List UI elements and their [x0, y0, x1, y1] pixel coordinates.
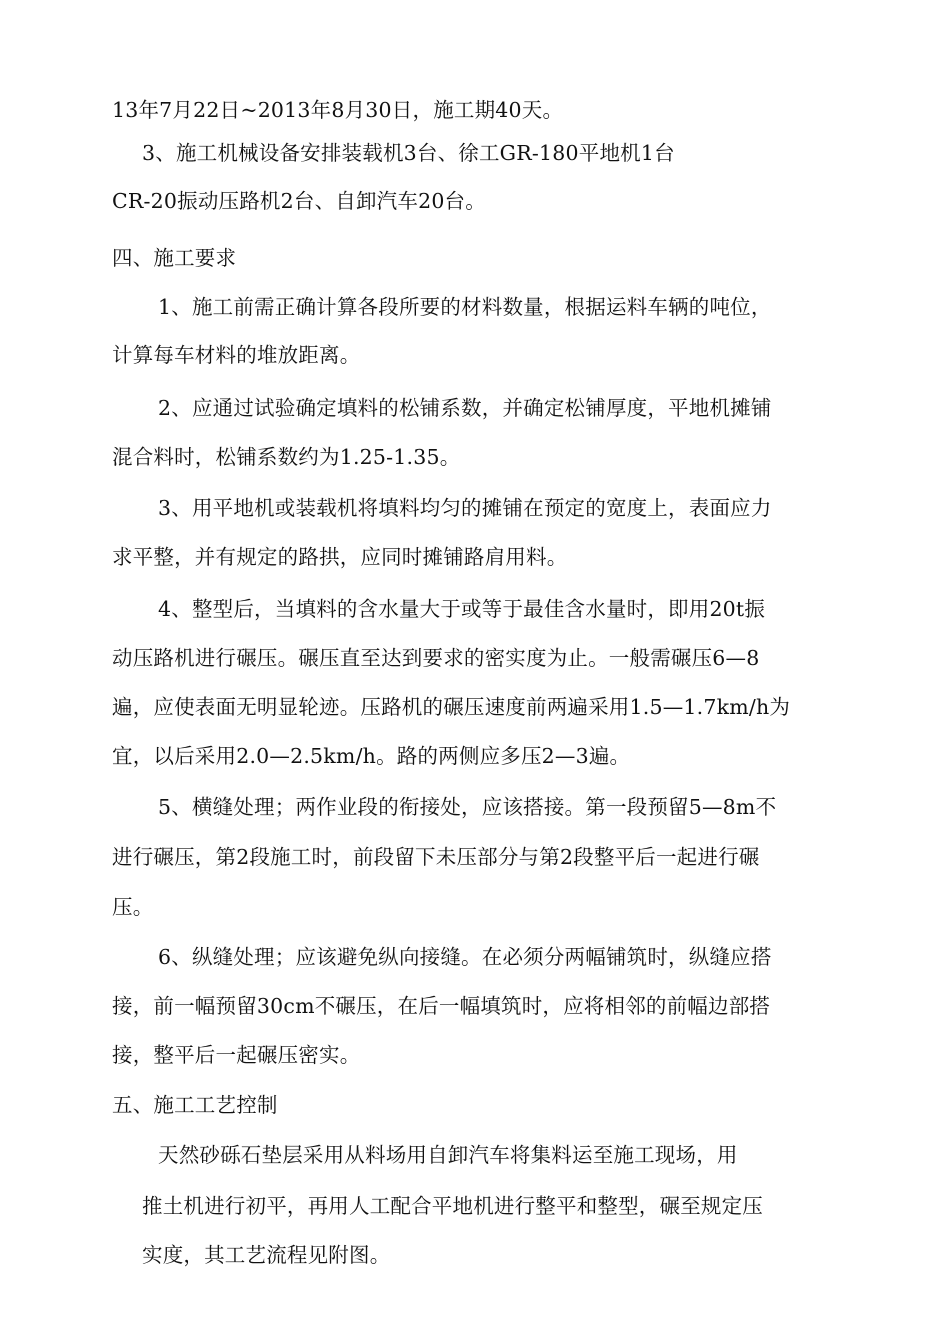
section-heading-4: 四、施工要求 — [112, 246, 237, 270]
text-line-18: 6、纵缝处理；应该避免纵向接缝。在必须分两幅铺筑时，纵缝应搭 — [158, 945, 772, 969]
text-line-9: 3、用平地机或装载机将填料均匀的摊铺在预定的宽度上，表面应力 — [158, 496, 772, 520]
text-line-23: 推土机进行初平，再用人工配合平地机进行整平和整型，碾至规定压 — [142, 1194, 763, 1218]
text-line-19: 接，前一幅预留30cm不碾压，在后一幅填筑时，应将相邻的前幅边部搭 — [112, 994, 771, 1018]
text-line-8: 混合料时，松铺系数约为1.25-1.35。 — [112, 445, 461, 469]
text-line-3: CR-20振动压路机2台、自卸汽车20台。 — [112, 189, 486, 213]
section-heading-5: 五、施工工艺控制 — [112, 1093, 278, 1117]
text-line-15: 5、横缝处理；两作业段的衔接处，应该搭接。第一段预留5—8m不 — [158, 795, 777, 819]
text-line-1: 13年7月22日~2013年8月30日，施工期40天。 — [112, 98, 564, 122]
text-line-5: 1、施工前需正确计算各段所要的材料数量，根据运料车辆的吨位， — [158, 295, 772, 319]
text-line-2: 3、施工机械设备安排装载机3台、徐工GR-180平地机1台 — [142, 141, 675, 165]
text-line-17: 压。 — [112, 895, 154, 919]
text-line-24: 实度，其工艺流程见附图。 — [142, 1243, 391, 1267]
text-line-11: 4、整型后，当填料的含水量大于或等于最佳含水量时，即用20t振 — [158, 597, 766, 621]
text-line-10: 求平整，并有规定的路拱，应同时摊铺路肩用料。 — [112, 545, 568, 569]
text-line-22: 天然砂砾石垫层采用从料场用自卸汽车将集料运至施工现场，用 — [158, 1143, 738, 1167]
text-line-7: 2、应通过试验确定填料的松铺系数，并确定松铺厚度，平地机摊铺 — [158, 396, 772, 420]
text-line-16: 进行碾压，第2段施工时，前段留下未压部分与第2段整平后一起进行碾 — [112, 845, 760, 869]
text-line-13: 遍，应使表面无明显轮迹。压路机的碾压速度前两遍采用1.5—1.7km/h为 — [112, 695, 791, 719]
text-line-14: 宜，以后采用2.0—2.5km/h。路的两侧应多压2—3遍。 — [112, 744, 631, 768]
text-line-20: 接，整平后一起碾压密实。 — [112, 1043, 361, 1067]
text-line-6: 计算每车材料的堆放距离。 — [112, 343, 361, 367]
text-line-12: 动压路机进行碾压。碾压直至达到要求的密实度为止。一般需碾压6—8 — [112, 646, 760, 670]
